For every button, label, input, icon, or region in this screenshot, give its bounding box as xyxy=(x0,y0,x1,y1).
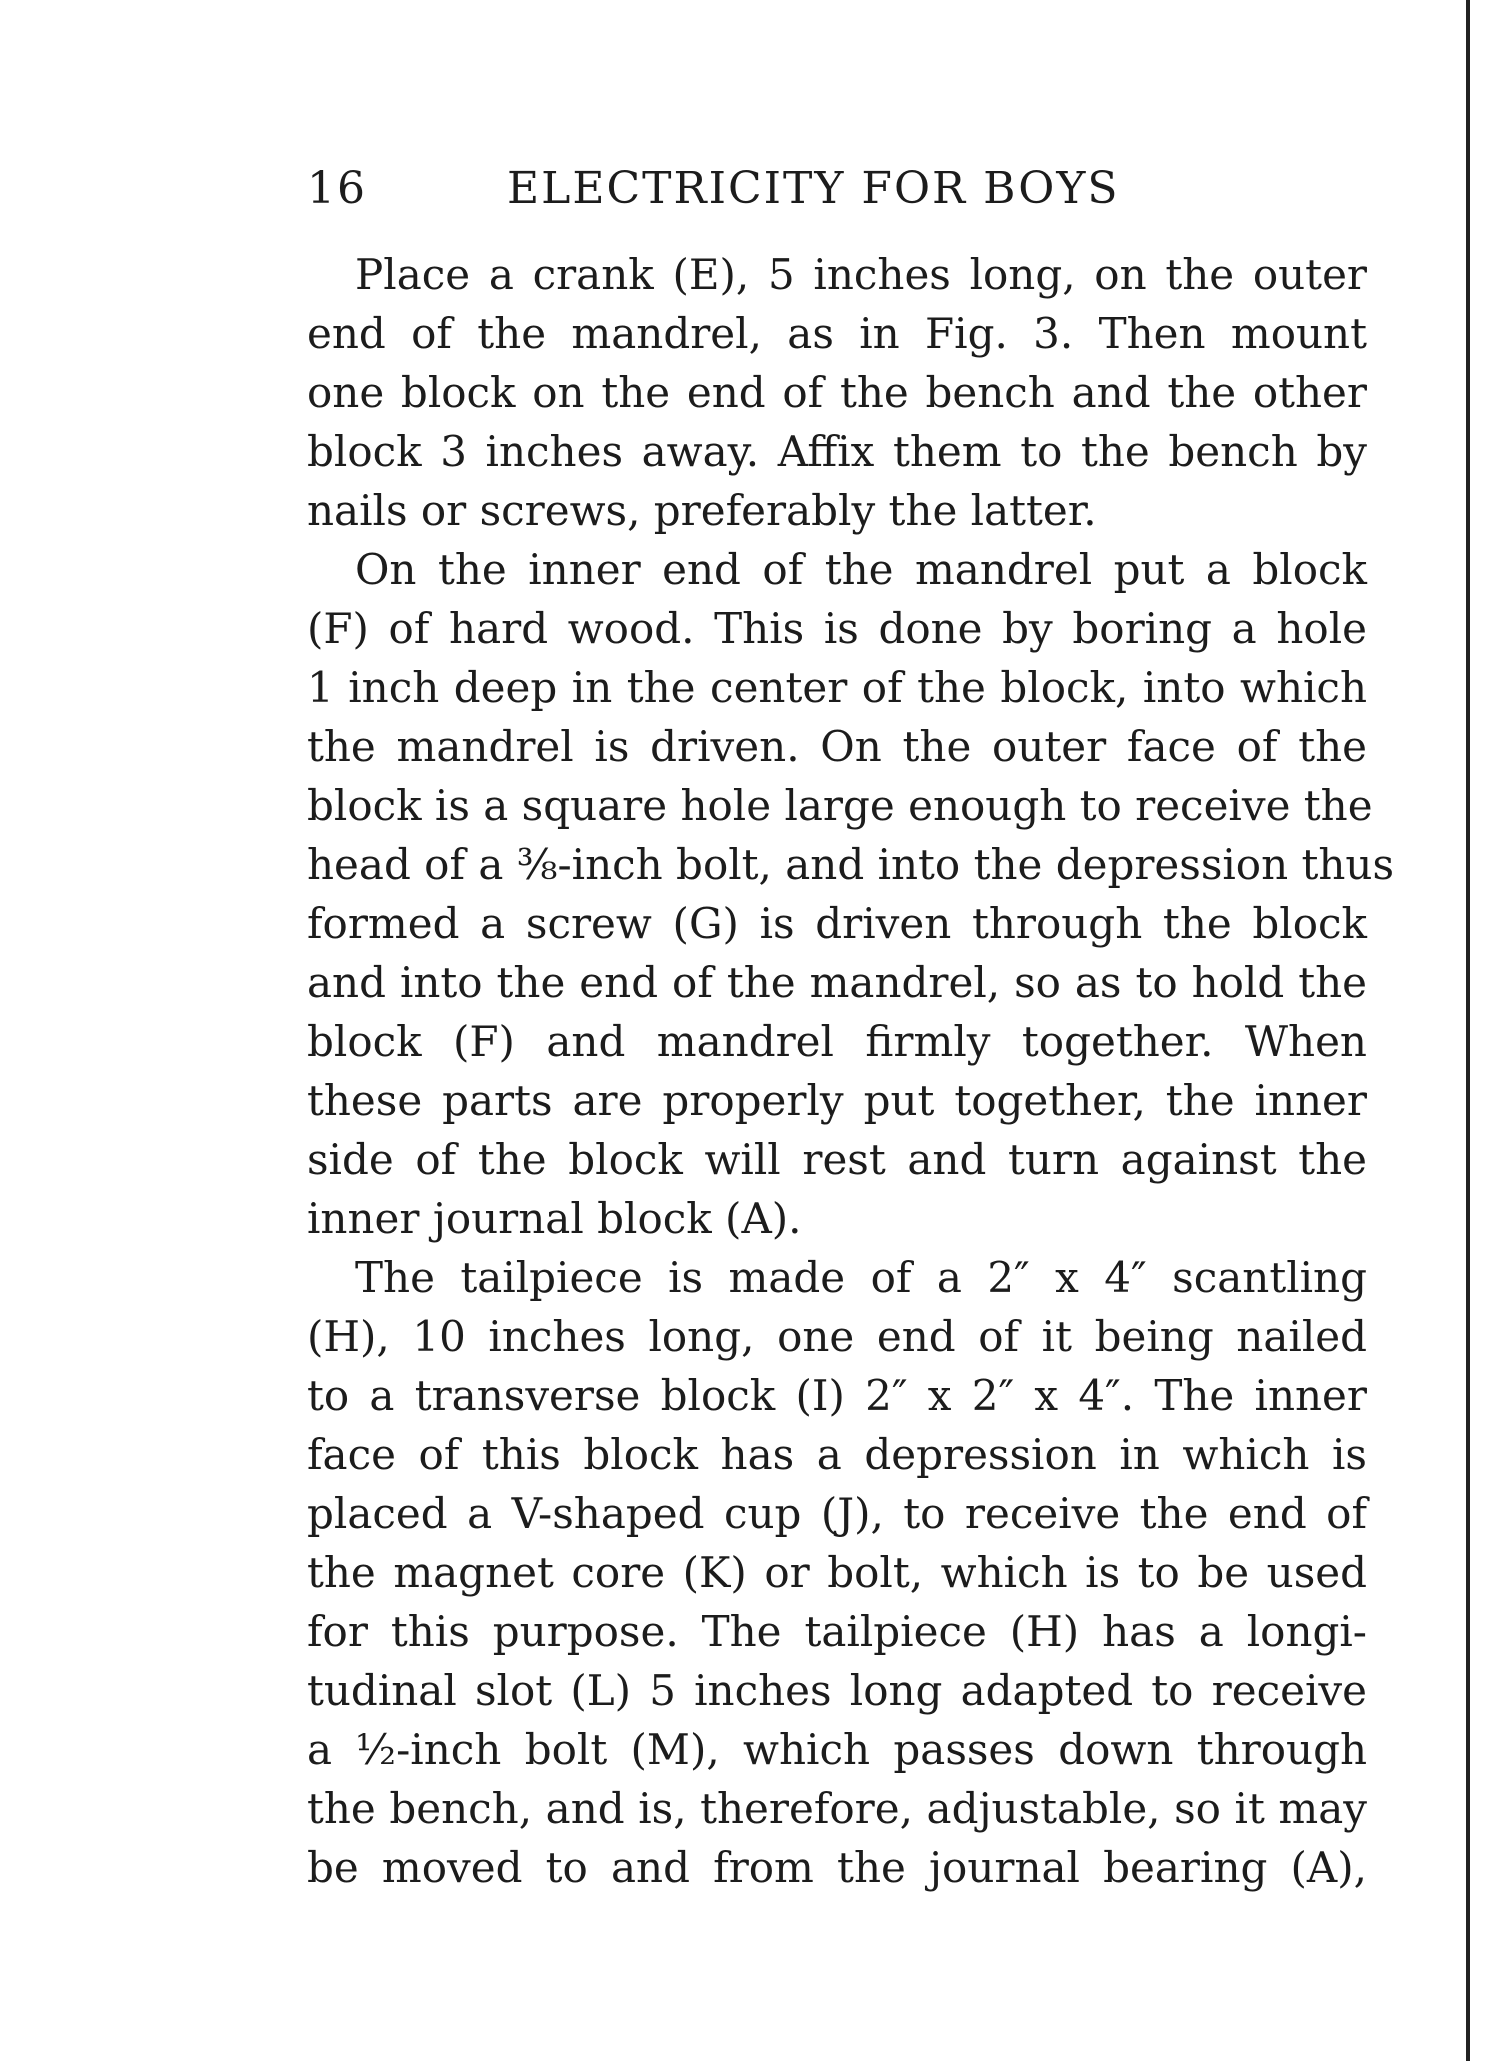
text-line: tudinal slot (L) 5 inches long adapted to receive xyxy=(307,1666,1367,1715)
page-edge-divider xyxy=(1466,0,1470,2061)
text-line: (H), 10 inches long, one end of it being nailed xyxy=(307,1312,1367,1361)
text-line: face of this block has a depression in which is xyxy=(307,1430,1367,1479)
text-line: these parts are properly put together, the inner xyxy=(307,1076,1367,1125)
text-line: end of the mandrel, as in Fig. 3. Then mount xyxy=(307,309,1367,358)
text-line: one block on the end of the bench and the other xyxy=(307,368,1367,417)
text-line: Place a crank (E), 5 inches long, on the outer xyxy=(355,250,1367,299)
text-line: head of a ⅜-inch bolt, and into the depression thus xyxy=(307,840,1395,889)
text-line: nails or screws, preferably the latter. xyxy=(307,486,1097,535)
page-number: 16 xyxy=(307,163,367,214)
text-line: block 3 inches away. Affix them to the bench by xyxy=(307,427,1367,476)
text-line: the magnet core (K) or bolt, which is to be used xyxy=(307,1548,1367,1597)
text-line: 1 inch deep in the center of the block, into which xyxy=(307,663,1367,712)
text-line: and into the end of the mandrel, so as to hold the xyxy=(307,958,1367,1007)
text-line: (F) of hard wood. This is done by boring a hole xyxy=(307,604,1367,653)
text-line: block (F) and mandrel firmly together. When xyxy=(307,1017,1367,1066)
text-line: the mandrel is driven. On the outer face of the xyxy=(307,722,1367,771)
text-line: The tailpiece is made of a 2″ x 4″ scantling xyxy=(355,1253,1367,1302)
text-line: side of the block will rest and turn against the xyxy=(307,1135,1367,1184)
text-line: for this purpose. The tailpiece (H) has a longi- xyxy=(307,1607,1367,1656)
text-line: to a transverse block (I) 2″ x 2″ x 4″. The inner xyxy=(307,1371,1367,1420)
text-line: inner journal block (A). xyxy=(307,1194,802,1243)
text-line: a ½-inch bolt (M), which passes down through xyxy=(307,1725,1367,1774)
text-line: be moved to and from the journal bearing (A), xyxy=(307,1843,1367,1892)
text-line: On the inner end of the mandrel put a block xyxy=(355,545,1367,594)
running-title: ELECTRICITY FOR BOYS xyxy=(507,163,1120,214)
body-text xyxy=(307,245,1395,1897)
text-line: the bench, and is, therefore, adjustable, so it may xyxy=(307,1784,1367,1833)
page-header xyxy=(307,163,1367,223)
text-line: placed a V-shaped cup (J), to receive the end of xyxy=(307,1489,1367,1538)
text-line: block is a square hole large enough to receive the xyxy=(307,781,1373,830)
text-line: formed a screw (G) is driven through the block xyxy=(307,899,1367,948)
